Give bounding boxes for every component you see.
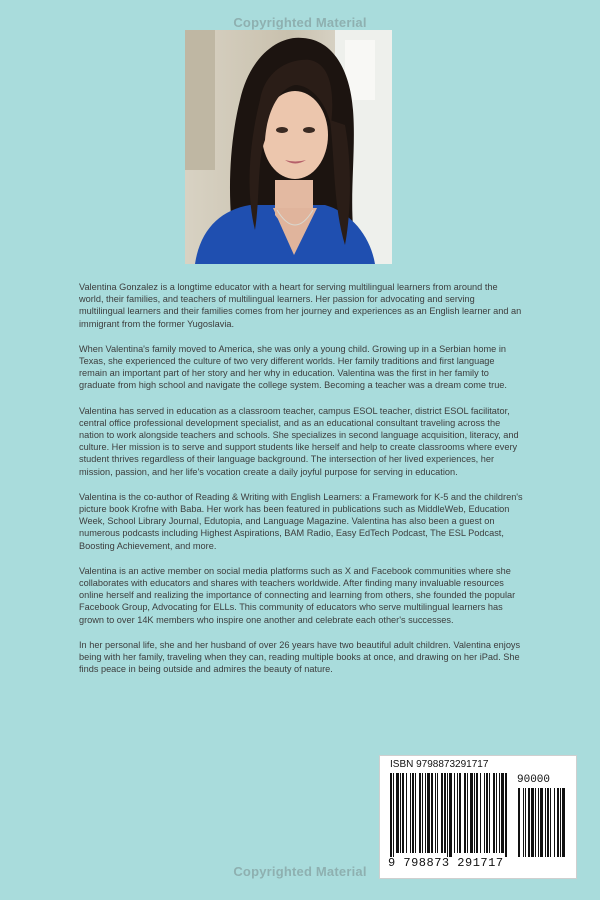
bio-paragraph: Valentina has served in education as a classroom teacher, campus ESOL teacher, district ESOL facilitator, central office professional development specialist, and as an educational consultant traveling across the nation to work alongside teachers and schools. She specializes in second language acquisition, literacy, and culture. Her mission is to serve and support students like herself and help to create classrooms where every student thrives regardless of their language background. The intersection of her lived experiences, her mission, passion, and her life's vocation create a daily joyful purpose for serving in education. bbox=[79, 405, 519, 477]
author-bio bbox=[79, 281, 523, 688]
bio-paragraph: In her personal life, she and her husband of over 26 years have two beautiful adult children. Valentina enjoys being with her family, traveling when they can, reading multiple books at once, and drawing on her iPad. She finds peace in being outside and admires the beauty of nature. bbox=[79, 639, 521, 675]
isbn-label: ISBN 9798873291717 bbox=[390, 759, 489, 770]
price-code: 90000 bbox=[517, 774, 551, 786]
bio-paragraph: Valentina Gonzalez is a longtime educator with a heart for serving multilingual learners from around the world, their families, and teachers of multilingual learners. Her passion for advocating and serving multilingual learners and their families comes from her journey and experiences as an English learner and an immigrant from the former Yugoslavia. bbox=[79, 282, 522, 329]
isbn-barcode bbox=[379, 755, 577, 879]
author-photo bbox=[185, 30, 392, 264]
bio-paragraph: Valentina is an active member on social media platforms such as X and Facebook communities where she collaborates with educators and shares with teachers worldwide. After finding many invaluable resources online herself and realizing the importance of connecting and learning from others, she founded the popular Facebook Group, Advocating for ELLs. This community of educators who serve multilingual learners has grown to over 14K members who inspire one another and celebrate each other's successes. bbox=[79, 565, 516, 625]
barcode-bars bbox=[390, 773, 570, 858]
watermark-top: Copyrighted Material bbox=[233, 15, 367, 30]
barcode-digits: 9 798873 291717 bbox=[388, 856, 504, 870]
bio-paragraph: When Valentina's family moved to America, she was only a young child. Growing up in a Serbian home in Texas, she experienced the culture of two very different worlds. Her family traditions and first language remain an important part of her story and her why in education. Valentina was the first in her family to graduate from high school and navigate the college system. Becoming a teacher was a dream come true. bbox=[79, 343, 507, 391]
bio-paragraph: Valentina is the co-author of Reading & Writing with English Learners: a Framework for K-5 and the children's picture book Krofne with Baba. Her work has been featured in publications such as MiddleWeb, Education Week, School Library Journal, Edutopia, and Language Magazine. Valentina has also been a guest on numerous podcasts including Highest Aspirations, BAM Radio, Easy EdTech Podcast, The ESL Podcast, Boosting Achievement, and more. bbox=[79, 491, 523, 551]
watermark-bottom: Copyrighted Material bbox=[233, 864, 367, 879]
